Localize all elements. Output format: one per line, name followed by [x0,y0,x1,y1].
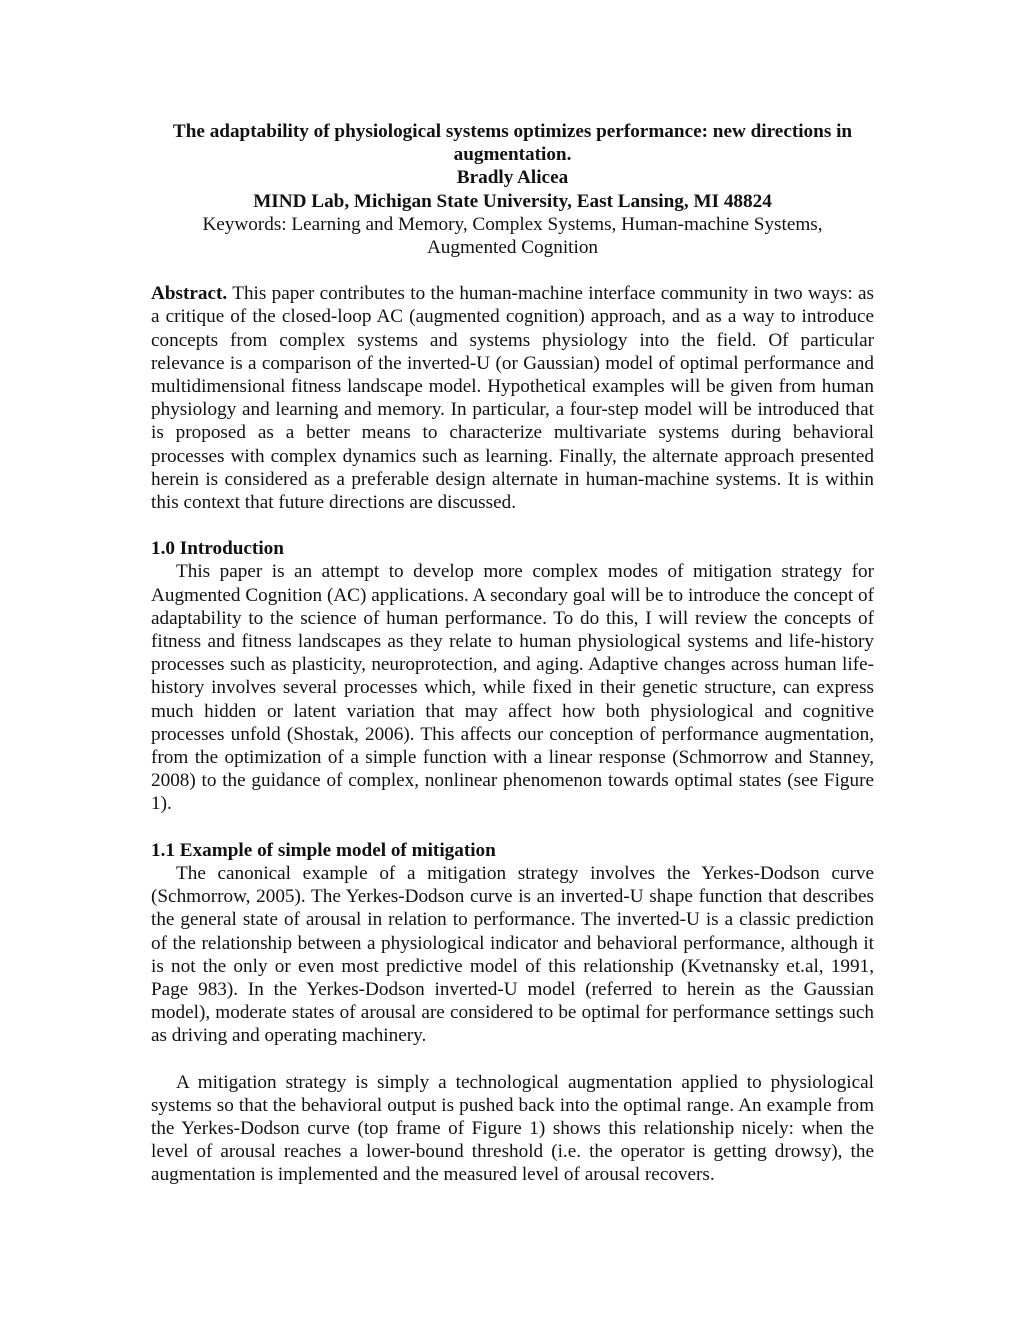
section-heading-simple-model: 1.1 Example of simple model of mitigation [151,839,496,861]
introduction-paragraph: This paper is an attempt to develop more complex modes of mitigation strategy for Augmented Cognition (AC) applications. A secondary goal will be to introduce the concept of adaptability to the science of human performance. To do this, I will review the concepts of fitness and fitness landscapes as they relate to human physiological systems and life-history processes such as plasticity, neuroprotection, and aging. Adaptive changes across human life-history involves several processes which, while fixed in their genetic structure, can express much hidden or latent variation that may affect how both physiological and cognitive processes unfold (Shostak, 2006). This affects our conception of performance augmentation, from the optimization of a simple function with a linear response (Schmorrow and Stanney, 2008) to the guidance of complex, nonlinear phenomenon towards optimal states (see Figure 1). [151,561,874,815]
abstract-text: This paper contributes to the human-machine interface community in two ways: as a critique of the closed-loop AC (augmented cognition) approach, and as a way to introduce concepts from complex systems and systems physiology into the field. Of particular relevance is a comparison of the inverted-U (or Gaussian) model of optimal performance and multidimensional fitness landscape model. Hypothetical examples will be given from human physiology and learning and memory. In particular, a four-step model will be introduced that is proposed as a better means to characterize multivariate systems during behavioral processes with complex dynamics such as learning. Finally, the alternate approach presented herein is considered as a preferable design alternate in human-machine systems. It is within this context that future directions are discussed. [151,283,875,514]
abstract-label: Abstract. [151,283,228,305]
spacer [151,816,874,839]
paper-page [151,120,874,1187]
simple-model-paragraph-2: A mitigation strategy is simply a technological augmentation applied to physiological systems so that the behavioral output is pushed back into the optimal range. An example from the Yerkes-Dodson curve (top frame of Figure 1) shows this relationship nicely: when the level of arousal reaches a lower-bound threshold (i.e. the operator is getting drowsy), the augmentation is implemented and the measured level of arousal recovers. [151,1071,874,1186]
spacer [151,259,874,282]
author-affiliation: MIND Lab, Michigan State University, East Lansing, MI 48824 [253,190,772,212]
keywords: Keywords: Learning and Memory, Complex Systems, Human-machine Systems, Augmented Cognition [202,213,823,259]
abstract [151,282,874,514]
simple-model-paragraph-1: The canonical example of a mitigation strategy involves the Yerkes-Dodson curve (Schmorrow, 2005). The Yerkes-Dodson curve is an inverted-U shape function that describes the general state of arousal in relation to performance. The inverted-U is a classic prediction of the relationship between a physiological indicator and behavioral performance, although it is not the only or even most predictive model of this relationship (Kvetnansky et.al, 1991, Page 983). In the Yerkes-Dodson inverted-U model (referred to herein as the Gaussian model), moderate states of arousal are considered to be optimal for performance settings such as driving and operating machinery. [151,862,874,1047]
paper-title: The adaptability of physiological systems optimizes performance: new directions in augmentation. [172,121,853,166]
section-heading-introduction: 1.0 Introduction [151,538,284,560]
spacer [151,514,874,537]
author-name: Bradly Alicea [456,167,569,189]
spacer [151,1048,874,1071]
